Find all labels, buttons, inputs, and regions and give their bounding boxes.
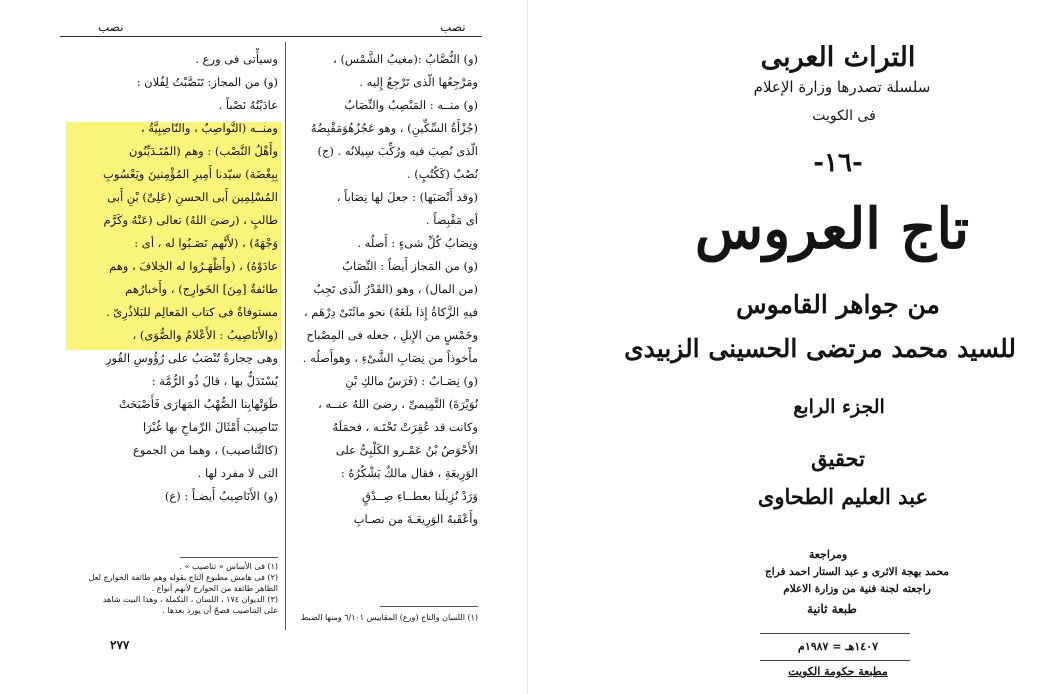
dictionary-page — [0, 0, 528, 694]
footnotes-right-column — [290, 612, 478, 623]
text-line: ومَرْجِعُها الّذى تَرْجِعُ إِليه . — [359, 75, 478, 89]
footnote-rule — [180, 557, 278, 558]
running-head-left: نصب — [98, 20, 124, 34]
text-line: (وقد أَنْصَبَها) : جعلَ لها نِصَاباً ، — [336, 190, 478, 204]
text-line: (جُزْأَةُ السِّكِّينِ) ، وهو عَجُزُهُوَمَقْبِضُهُ — [310, 121, 478, 135]
verification-label: تحقيق — [811, 446, 865, 471]
footnote: (١) فى الأساس « تناصيب » . — [179, 562, 278, 571]
text-line: أى مَقْبِضاً . — [425, 213, 478, 227]
author-name: للسيد محمد مرتضى الحسينى الزبيدى — [624, 334, 1016, 363]
highlighted-line: بِبِغْضَة) سيّدنا أَمِيرِ المُؤْمِنينَ ويَعْسُوبِ — [103, 167, 278, 181]
footnotes-left-column — [66, 561, 278, 616]
text-line: فيهِ الزَّكاةُ إِذا بلَغَهُ) نحو مائَتَىْ دِرْهَم ، — [303, 305, 478, 319]
review-label: ومراجعة — [808, 548, 848, 561]
edition-label: طبعة ثانية — [807, 602, 857, 616]
book-title: تاج العروس — [694, 196, 970, 262]
text-line: الأَحْوَصُ بْنُ عَمْـرو الكَلْبِىُّ على — [335, 443, 478, 457]
reviewer-names: محمد بهجة الاثرى و عبد الستار احمد فراج — [764, 566, 950, 578]
text-line: (و) من المجاز: تَنَصَّبْتُ لِفُلان : — [136, 75, 278, 89]
publisher-line: سلسلة تصدرها وزارة الإعلام — [753, 78, 931, 96]
text-line: (من المال) ، وهو (القَدْرُ الّذى تَجِبُ — [313, 282, 478, 296]
series-number: -١٦- — [813, 148, 863, 178]
verse-line: وأَعْقَبهُ الوَرِيعَـةَ من نصـابِ — [353, 512, 478, 526]
verse-line: وَرَدْ نُزِيلَنا بعطــاءِ صِــدْقٍ — [361, 489, 478, 503]
highlighted-line: مستوفاةٌ فى كتاب المَعالِم للبَلاذُرِىّ . — [105, 305, 278, 319]
right-text-column — [290, 48, 478, 531]
text-line: (و) نِصَـابٌ : (فَرَسُ مالكِ بْنِ — [345, 374, 478, 388]
text-line: (و) الأَنَاصِيبُ أَيضـاً : (ع) — [164, 489, 278, 503]
running-head-right: نصب — [440, 20, 466, 34]
page-number: ٢٧٧ — [110, 638, 130, 652]
footnote: (١) اللسان والتاج (ورع) المقاييس ٦/١٠١ ومنها الضبط — [300, 613, 478, 622]
text-line: الوَرِيعَةِ ، فقال مالكٌ يَشْكُرُهُ : — [340, 466, 478, 480]
verse-line: تَنَاصِيبَ أَمْثَالَ الرِّماحِ بها غُبْرَا — [142, 420, 278, 434]
verse-line: طَوَتْهابِنا الصُّهْبُ المَهارَى فَأَصْبَحَتْ — [118, 397, 278, 411]
left-text-column — [66, 48, 278, 508]
highlighted-line: طائفةٌ [مِنَ] الخَوارِج) ، وأَخبارُهم — [125, 282, 278, 296]
imprint-rule — [760, 660, 910, 661]
text-line: وكانت قد عُقِرَتْ تَحْتَـه ، فحمَلَهُ — [332, 420, 478, 434]
highlighted-line: ومنــه (النَّواصِبُ ، والنّاصِبِيَّةُ ، — [140, 121, 278, 135]
highlighted-line: طالبٍ ، (رضىَ اللهُ) تعالى (عَنْهُ وكَرَّم — [103, 213, 278, 227]
publication-date: ١٤٠٧هـ = ١٩٨٧م — [798, 640, 878, 653]
text-line: (كالتَّناصيب) ، وهما من الجموع — [132, 443, 278, 457]
text-line: نُصُبٌ (كَكُتُبٍ) . — [407, 167, 478, 181]
committee-line: راجعته لجنة فنية من وزارة الاعلام — [783, 583, 931, 595]
highlighted-line: عادَوْهُ) ، (وأَظْهَـرُوا له الخِلافَ ، وهم — [109, 259, 278, 273]
book-subtitle: من جواهر القاموس — [736, 290, 940, 319]
printer-name: مطبعة حكومة الكويت — [788, 665, 888, 678]
text-line: التى لا مفرد لها . — [197, 466, 278, 480]
text-line: (و) من المَجاز أَيضاً : النِّصَابُ — [342, 259, 478, 273]
column-divider — [285, 42, 286, 630]
footnote: (٢) فى هامش مطبوع التاج بقوله وهم طائفة الخوارج لعل — [88, 573, 278, 582]
imprint-rule — [760, 633, 910, 634]
text-line: وخَمْسٍ من الإِبلِ ، جعله فى المِصْباح — [306, 328, 478, 342]
country-line: فى الكويت — [812, 108, 876, 124]
highlighted-line: وأَهْلُ النَّصْب) : وهم (المُتَـدَيِّنُون — [129, 144, 278, 158]
text-line: مأْخوذاً من نِصَابِ الشَّىْءِ ، وهوأَصلُه . — [302, 351, 478, 365]
header-rule — [60, 36, 482, 37]
text-line: (والأَنَاصِيبُ : الأَعْلامُ والصُّوَى) ، — [132, 328, 278, 342]
footnote: (٣) الديوان ١٧٤ ، اللسان ، التكملة ، وهذا البيت شاهد — [102, 595, 278, 604]
series-title: التراث العربى — [760, 42, 916, 73]
footnote: على التناصيب فصحّ أن يورد بعدها . — [162, 606, 278, 615]
text-line: وسيأْتى فى ورع . — [195, 52, 278, 66]
text-line: (و) منــه : المَنْصِبُ والنِّصَابُ — [344, 98, 478, 112]
text-line: وهى حِجارةٌ تُنْصَبُ على رُؤُوسِ القُورِ — [106, 351, 278, 365]
footnote-rule — [380, 606, 478, 607]
footnote: الظاهر طائفة من الخوارج لأنهم أنواع . — [151, 584, 278, 593]
highlighted-line: وَجْهَهُ) ، (لأَنَّهم نَصَـبُوا له ، أى : — [134, 236, 278, 250]
text-line: يُسْتَدَلُّ بها ، قالَ ذُو الرُّمَّة : — [151, 374, 278, 388]
text-line: ونِصَابُ كُلِّ شىءٍ : أَصلُه . — [357, 236, 478, 250]
text-line: (و) النُّصَّابُ :(مغيبُ الشَّمْس) ، — [333, 52, 478, 66]
highlighted-line: المُسْلِمِين أَبى الحسنِ (عَلِىِّ) بْنِ أَبى — [107, 190, 278, 204]
volume-label: الجزء الرابع — [793, 396, 885, 418]
text-line: الّذى نُصِبَ فيه ورُكِّبَ سِيلانُه . (ج) — [317, 144, 478, 158]
title-page — [528, 0, 1062, 694]
editor-name: عبد العليم الطحاوى — [757, 484, 929, 509]
text-line: نُوَيْرَةَ) التَّمِيمىِّ ، رضىَ اللهُ عنــه ، — [318, 397, 478, 411]
text-line: عادَيْتُهُ نَصْباً . — [218, 98, 278, 112]
